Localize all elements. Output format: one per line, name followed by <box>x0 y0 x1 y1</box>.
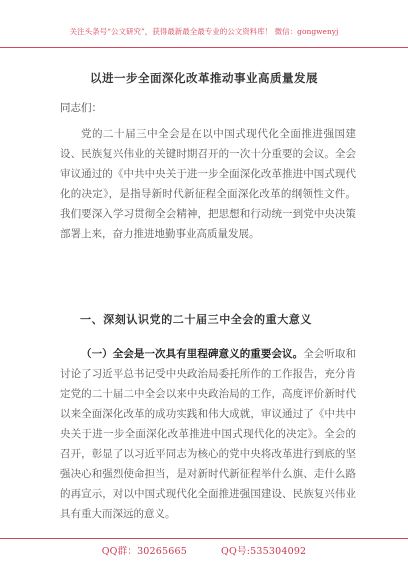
paragraph-intro: 党的二十届三中全会是在以中国式现代化全面推进强国建设、民族复兴伟业的关键时期召开的一次十分重要的会议。全会审议通过的《中共中央关于进一步全面深化改革推进中国式现代化的决定》，是指导新时代新征程全面深化改革的纲领性文件。我们要深入学习贯彻全会精神，把思想和行动统一到党中央决策部署上来，奋力推进地勤事业高质量发展。 <box>60 128 356 240</box>
document-title: 以进一步全面深化改革推动事业高质量发展 <box>90 71 318 85</box>
section-heading: 一、深刻认识党的二十届三中全会的重大意义 <box>80 313 312 326</box>
qq-number-text: QQ号:535304092 <box>221 546 307 557</box>
subsection-body: 全会听取和讨论了习近平总书记受中央政治局委托所作的工作报告，充分肯定党的二十届二中全会以来中央政治局的工作，高度评价新时代以来全面深化改革的成功实践和伟大成就，审议通过了《中共中央关于进一步全面深化改革推进中国式现代化的决定》。全会的召开，彰显了以习近平同志为核心的党中央将改革进行到底的坚强决心和强烈使命担当，是对新时代新征程举什么旗、走什么路的再宣示，对以中国式现代化全面推进强国建设、民族复兴伟业具有重大而深远的意义。 <box>60 348 357 520</box>
page-header-banner: 关注头条号“公文研究”，获得最新最全最专业的公文资料库！ 微信：gongwenyj <box>0 0 408 48</box>
salutation: 同志们： <box>60 102 102 114</box>
page-footer <box>0 538 408 566</box>
qq-group-text: QQ群：30265665 <box>101 546 188 557</box>
subsection-heading: （一）全会是一次具有里程碑意义的重要会议。 <box>81 348 304 360</box>
paragraph-subsection <box>60 344 356 524</box>
